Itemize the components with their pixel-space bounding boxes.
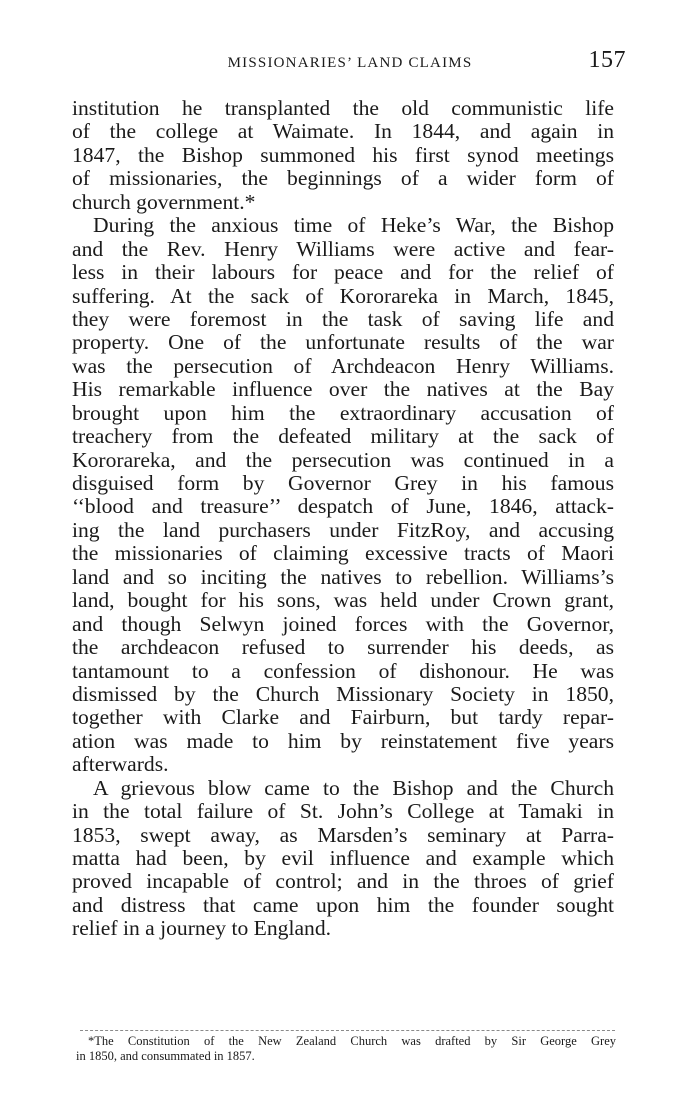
- text-line: tantamount to a confession of dishonour. He was: [72, 658, 614, 683]
- text-line: and the Rev. Henry Williams were active and fear-: [72, 236, 614, 261]
- text-line: the archdeacon refused to surrender his deeds, as: [72, 635, 614, 660]
- text-line: A grievous blow came to the Bishop and the Church: [93, 775, 614, 800]
- text-line: relief in a journey to England.: [72, 916, 332, 941]
- text-line: was the persecution of Archdeacon Henry Williams.: [72, 353, 614, 378]
- text-line: of the college at Waimate. In 1844, and again in: [72, 119, 614, 144]
- text-line: dismissed by the Church Missionary Society in 1850,: [72, 681, 614, 706]
- footnote-line: in 1850, and consummated in 1857.: [76, 1049, 255, 1063]
- running-head: MISSIONARIES’ LAND CLAIMS: [227, 55, 473, 71]
- text-line: the missionaries of claiming excessive tracts of Maori: [72, 541, 614, 566]
- text-line: ‘‘blood and treasure’’ despatch of June, 1846, attack-: [72, 494, 614, 519]
- text-line: land, bought for his sons, was held under Crown grant,: [72, 588, 614, 613]
- text-line: together with Clarke and Fairburn, but tardy repar-: [72, 705, 614, 730]
- text-line: in the total failure of St. John’s College at Tamaki in: [72, 799, 614, 824]
- text-line: land and so inciting the natives to rebellion. Williams’s: [72, 564, 614, 589]
- text-line: 1847, the Bishop summoned his first synod meetings: [72, 142, 614, 167]
- text-line: and distress that came upon him the founder sought: [72, 892, 614, 917]
- text-line: institution he transplanted the old communistic life: [72, 96, 614, 120]
- text-line: disguised form by Governor Grey in his famous: [72, 471, 614, 495]
- text-line: and though Selwyn joined forces with the Governor,: [72, 611, 614, 636]
- text-line: During the anxious time of Heke’s War, the Bishop: [93, 213, 614, 238]
- page-number: 157: [588, 47, 626, 73]
- text-line: proved incapable of control; and in the throes of grief: [72, 869, 614, 894]
- text-line: ing the land purchasers under FitzRoy, and accusing: [72, 517, 614, 542]
- text-line: suffering. At the sack of Kororareka in March, 1845,: [72, 283, 614, 308]
- text-line: matta had been, by evil influence and example which: [72, 846, 614, 870]
- text-line: property. One of the unfortunate results of the war: [72, 330, 614, 355]
- text-line: brought upon him the extraordinary accusation of: [72, 400, 614, 425]
- text-line: ation was made to him by reinstatement five years: [72, 728, 614, 753]
- text-line: His remarkable influence over the natives at the Bay: [72, 377, 614, 402]
- text-line: 1853, swept away, as Marsden’s seminary at Parra-: [72, 822, 614, 847]
- body-text: [72, 97, 614, 941]
- text-line: afterwards.: [72, 752, 169, 777]
- text-line: church government.*: [72, 189, 256, 214]
- text-line: treachery from the defeated military at the sack of: [72, 424, 614, 449]
- footnote-divider: [80, 1030, 615, 1031]
- text-line: less in their labours for peace and for the relief of: [72, 260, 614, 285]
- page-header: [70, 47, 630, 77]
- footnote-line: *The Constitution of the New Zealand Church was drafted by Sir George Grey: [88, 1034, 616, 1048]
- footnote: [76, 1034, 616, 1064]
- text-line: they were foremost in the task of saving life and: [72, 306, 614, 331]
- text-line: of missionaries, the beginnings of a wider form of: [72, 166, 614, 191]
- text-line: Kororareka, and the persecution was continued in a: [72, 447, 614, 472]
